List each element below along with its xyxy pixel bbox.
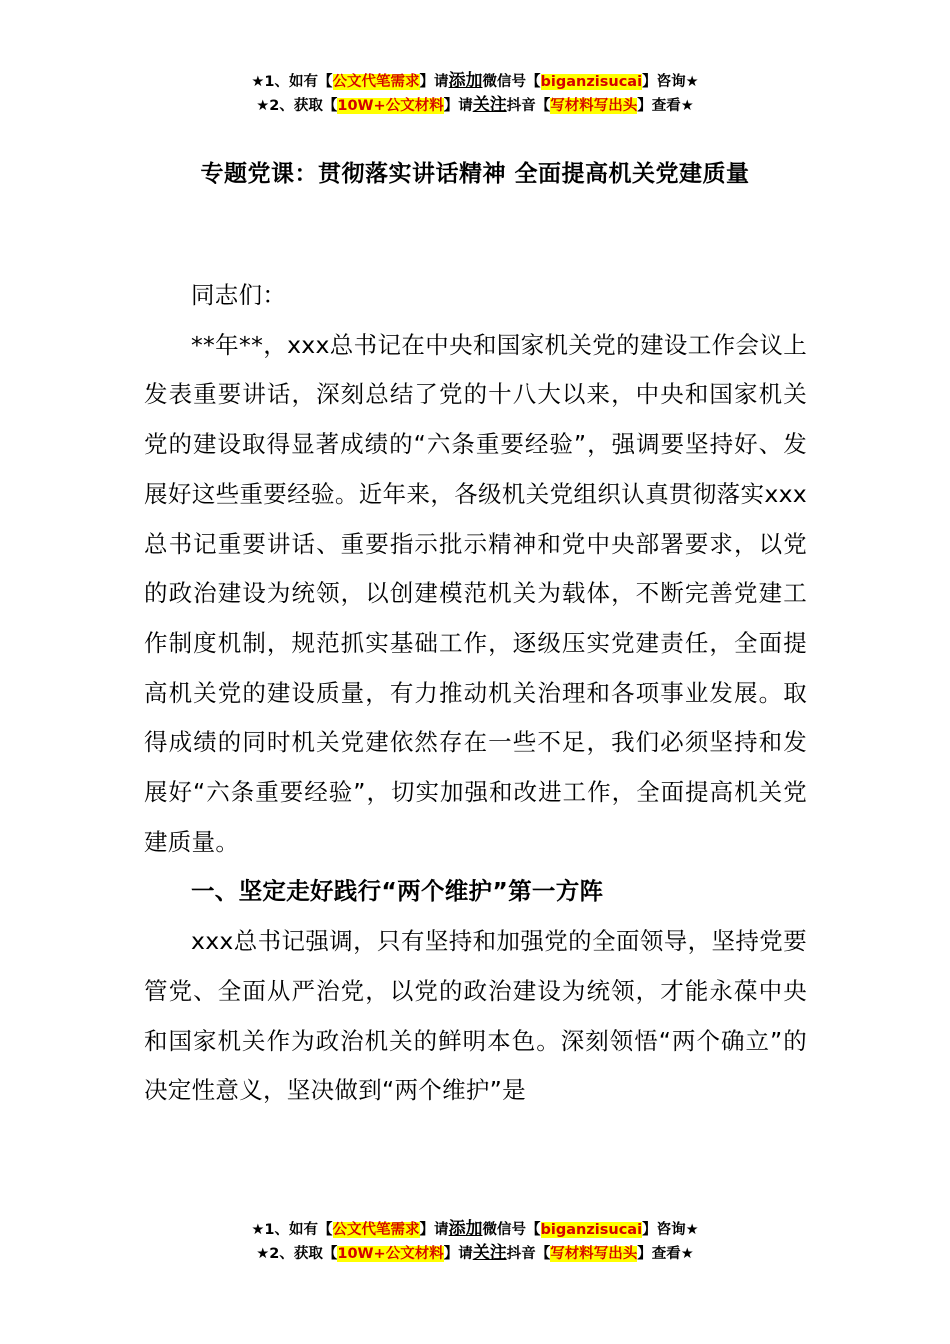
section-heading: 一、坚定走好践行“两个维护”第一方阵 bbox=[191, 877, 604, 906]
header-ad-line-1: ★1、如有【公文代笔需求】请添加微信号【biganzisucai】咨询★ bbox=[251, 71, 699, 91]
service-highlight: 公文代笔需求 bbox=[332, 74, 420, 90]
header-ad-line-2: ★2、获取【10W+公文材料】请关注抖音【写材料写出头】查看★ bbox=[256, 95, 694, 115]
document-body bbox=[144, 271, 807, 1116]
service-highlight: 公文代笔需求 bbox=[332, 1222, 420, 1238]
paragraph: xxx总书记强调，只有坚持和加强党的全面领导，坚持党要管党、全面从严治党，以党的政治建设为统领，才能永葆中央和国家机关作为政治机关的鲜明本色。深刻领悟“两个确立”的决定性意义，坚决做到“两个维护”是 bbox=[144, 927, 807, 1105]
materials-highlight: 10W+公文材料 bbox=[337, 98, 444, 114]
document-title: 专题党课：贯彻落实讲话精神 全面提高机关党建质量 bbox=[200, 161, 750, 187]
douyin-account-highlight: 写材料写出头 bbox=[550, 1246, 638, 1262]
salutation: 同志们： bbox=[191, 281, 287, 309]
wechat-id-highlight: biganzisucai bbox=[540, 1222, 643, 1238]
douyin-account-highlight: 写材料写出头 bbox=[550, 98, 638, 114]
materials-highlight: 10W+公文材料 bbox=[337, 1246, 444, 1262]
wechat-id-highlight: biganzisucai bbox=[540, 74, 643, 90]
footer-ad-line-1: ★1、如有【公文代笔需求】请添加微信号【biganzisucai】咨询★ bbox=[251, 1219, 699, 1239]
footer-ad-line-2: ★2、获取【10W+公文材料】请关注抖音【写材料写出头】查看★ bbox=[256, 1243, 694, 1263]
paragraph: **年**，xxx总书记在中央和国家机关党的建设工作会议上发表重要讲话，深刻总结了党的十八大以来，中央和国家机关党的建设取得显著成绩的“六条重要经验”，强调要坚持好、发展好这些重要经验。近年来，各级机关党组织认真贯彻落实xxx总书记重要讲话、重要指示批示精神和党中央部署要求，以党的政治建设为统领，以创建模范机关为载体，不断完善党建工作制度机制，规范抓实基础工作，逐级压实党建责任，全面提高机关党的建设质量，有力推动机关治理和各项事业发展。取得成绩的同时机关党建依然存在一些不足，我们必须坚持和发展好“六条重要经验”，切实加强和改进工作，全面提高机关党建质量。 bbox=[144, 330, 807, 856]
